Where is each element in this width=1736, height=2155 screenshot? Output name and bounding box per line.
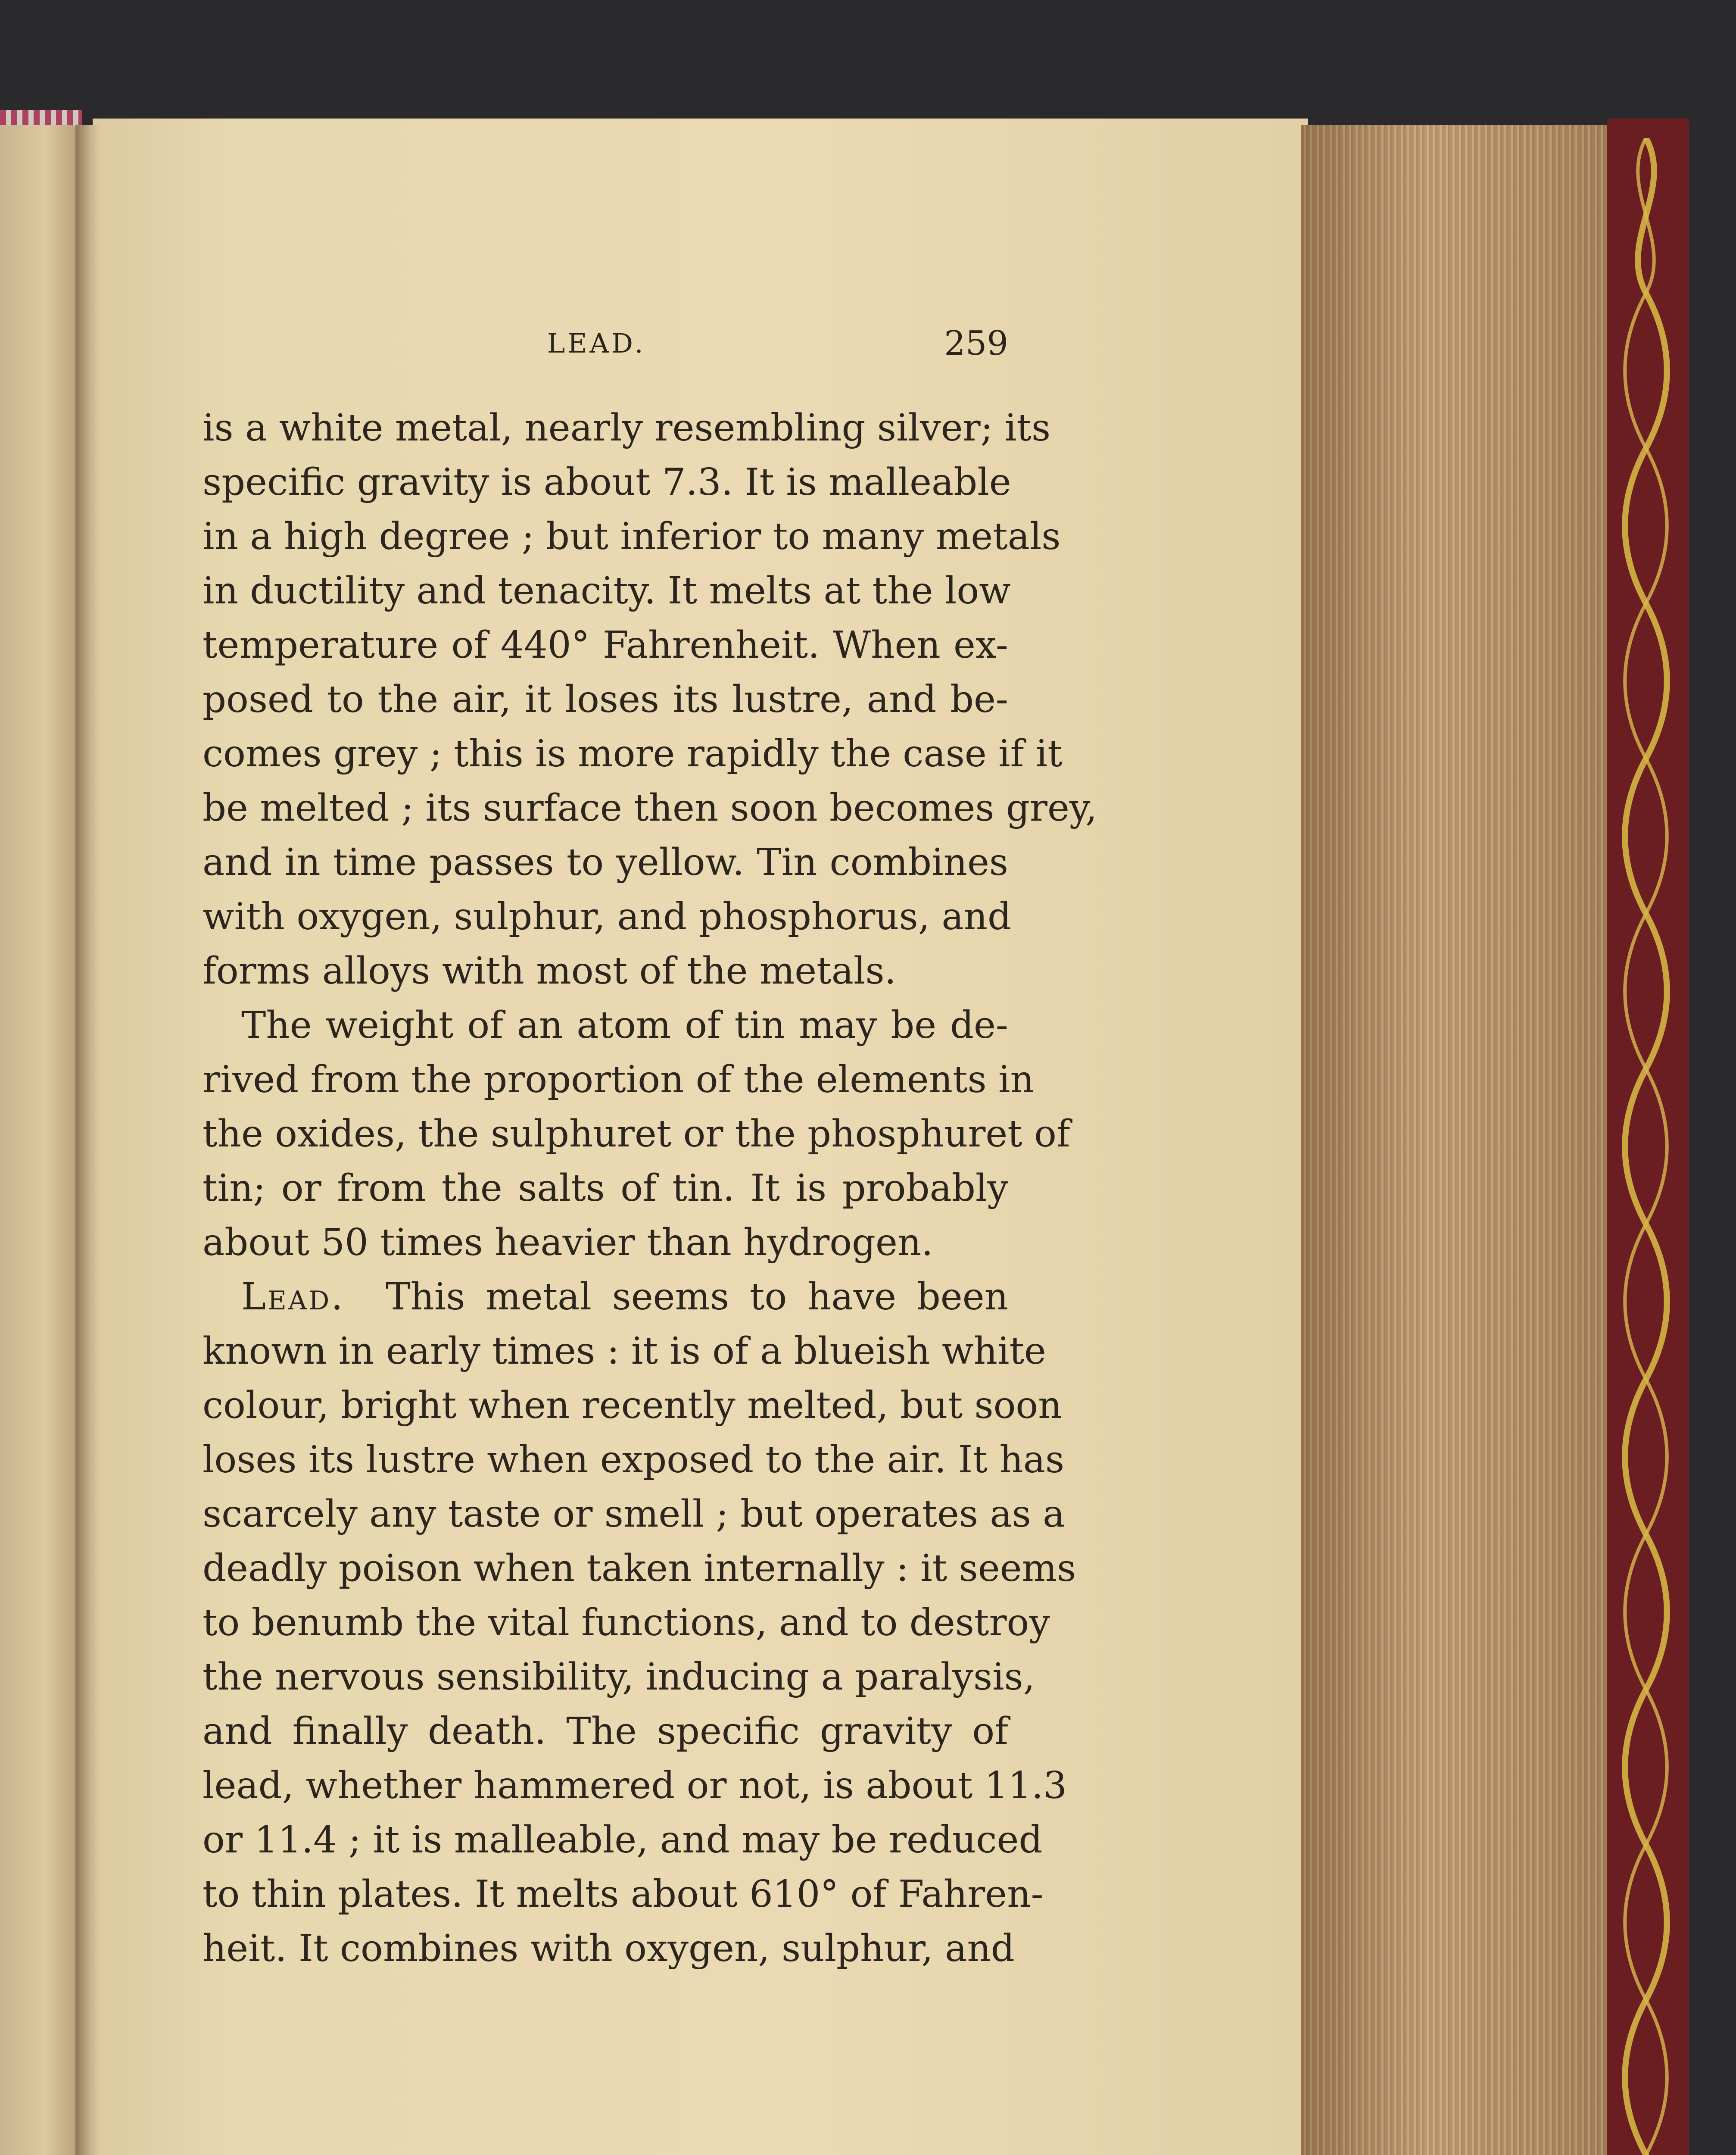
- text-line: tin; or from the salts of tin. It is probably: [203, 1167, 1008, 1210]
- page-gutter: [75, 125, 101, 2155]
- text-line: heit. It combines with oxygen, sulphur, and: [203, 1927, 1015, 1970]
- fore-edge-shading: [1301, 125, 1616, 2155]
- text-line: scarcely any taste or smell ; but operates as a: [203, 1493, 1065, 1536]
- running-head: [203, 324, 1008, 379]
- text-line: rived from the proportion of the elements in: [203, 1058, 1034, 1101]
- text-line: the oxides, the sulphuret or the phosphuret of: [203, 1112, 1070, 1156]
- text-line: to thin plates. It melts about 610° of Fahren-: [203, 1873, 1044, 1916]
- text-line: loses its lustre when exposed to the air. It has: [203, 1438, 1065, 1481]
- text-line: posed to the air, it loses its lustre, and be-: [203, 678, 1008, 721]
- text-line: to benumb the vital functions, and to destroy: [203, 1601, 1050, 1644]
- text-line: forms alloys with most of the metals.: [203, 949, 896, 993]
- gilt-decoration-icon: [1614, 138, 1678, 2155]
- text-line: temperature of 440° Fahrenheit. When ex-: [203, 624, 1008, 667]
- text-line: lead, whether hammered or not, is about 11.3: [203, 1764, 1067, 1807]
- text-line: deadly poison when taken internally : it seems: [203, 1547, 1076, 1590]
- text-line-rest: This metal seems to have been: [386, 1275, 1008, 1318]
- text-line: be melted ; its surface then soon becomes grey,: [203, 787, 1097, 830]
- page-number: 259: [944, 324, 1008, 363]
- body-text: [203, 401, 1097, 1976]
- text-line: comes grey ; this is more rapidly the case if it: [203, 732, 1063, 775]
- section-lead-in: Lead.: [241, 1275, 345, 1318]
- text-line: known in early times : it is of a blueish white: [203, 1330, 1046, 1373]
- left-page-edge: [0, 125, 82, 2155]
- text-line: about 50 times heavier than hydrogen.: [203, 1221, 933, 1264]
- text-line: specific gravity is about 7.3. It is malleable: [203, 461, 1011, 504]
- text-line: with oxygen, sulphur, and phosphorus, and: [203, 895, 1012, 938]
- text-line: or 11.4 ; it is malleable, and may be reduced: [203, 1818, 1043, 1861]
- text-line: in ductility and tenacity. It melts at the low: [203, 569, 1011, 612]
- text-line: and finally death. The specific gravity of: [203, 1710, 1008, 1753]
- text-line: colour, bright when recently melted, but soon: [203, 1384, 1062, 1427]
- text-line: and in time passes to yellow. Tin combines: [203, 841, 1008, 884]
- text-line-lead-in: [203, 1270, 1008, 1324]
- text-line: is a white metal, nearly resembling silver; its: [203, 406, 1051, 450]
- text-line: in a high degree ; but inferior to many metals: [203, 515, 1061, 558]
- text-line: the nervous sensibility, inducing a paralysis,: [203, 1655, 1035, 1699]
- text-line: The weight of an atom of tin may be de-: [241, 1004, 1008, 1047]
- running-head-title: LEAD.: [547, 328, 646, 359]
